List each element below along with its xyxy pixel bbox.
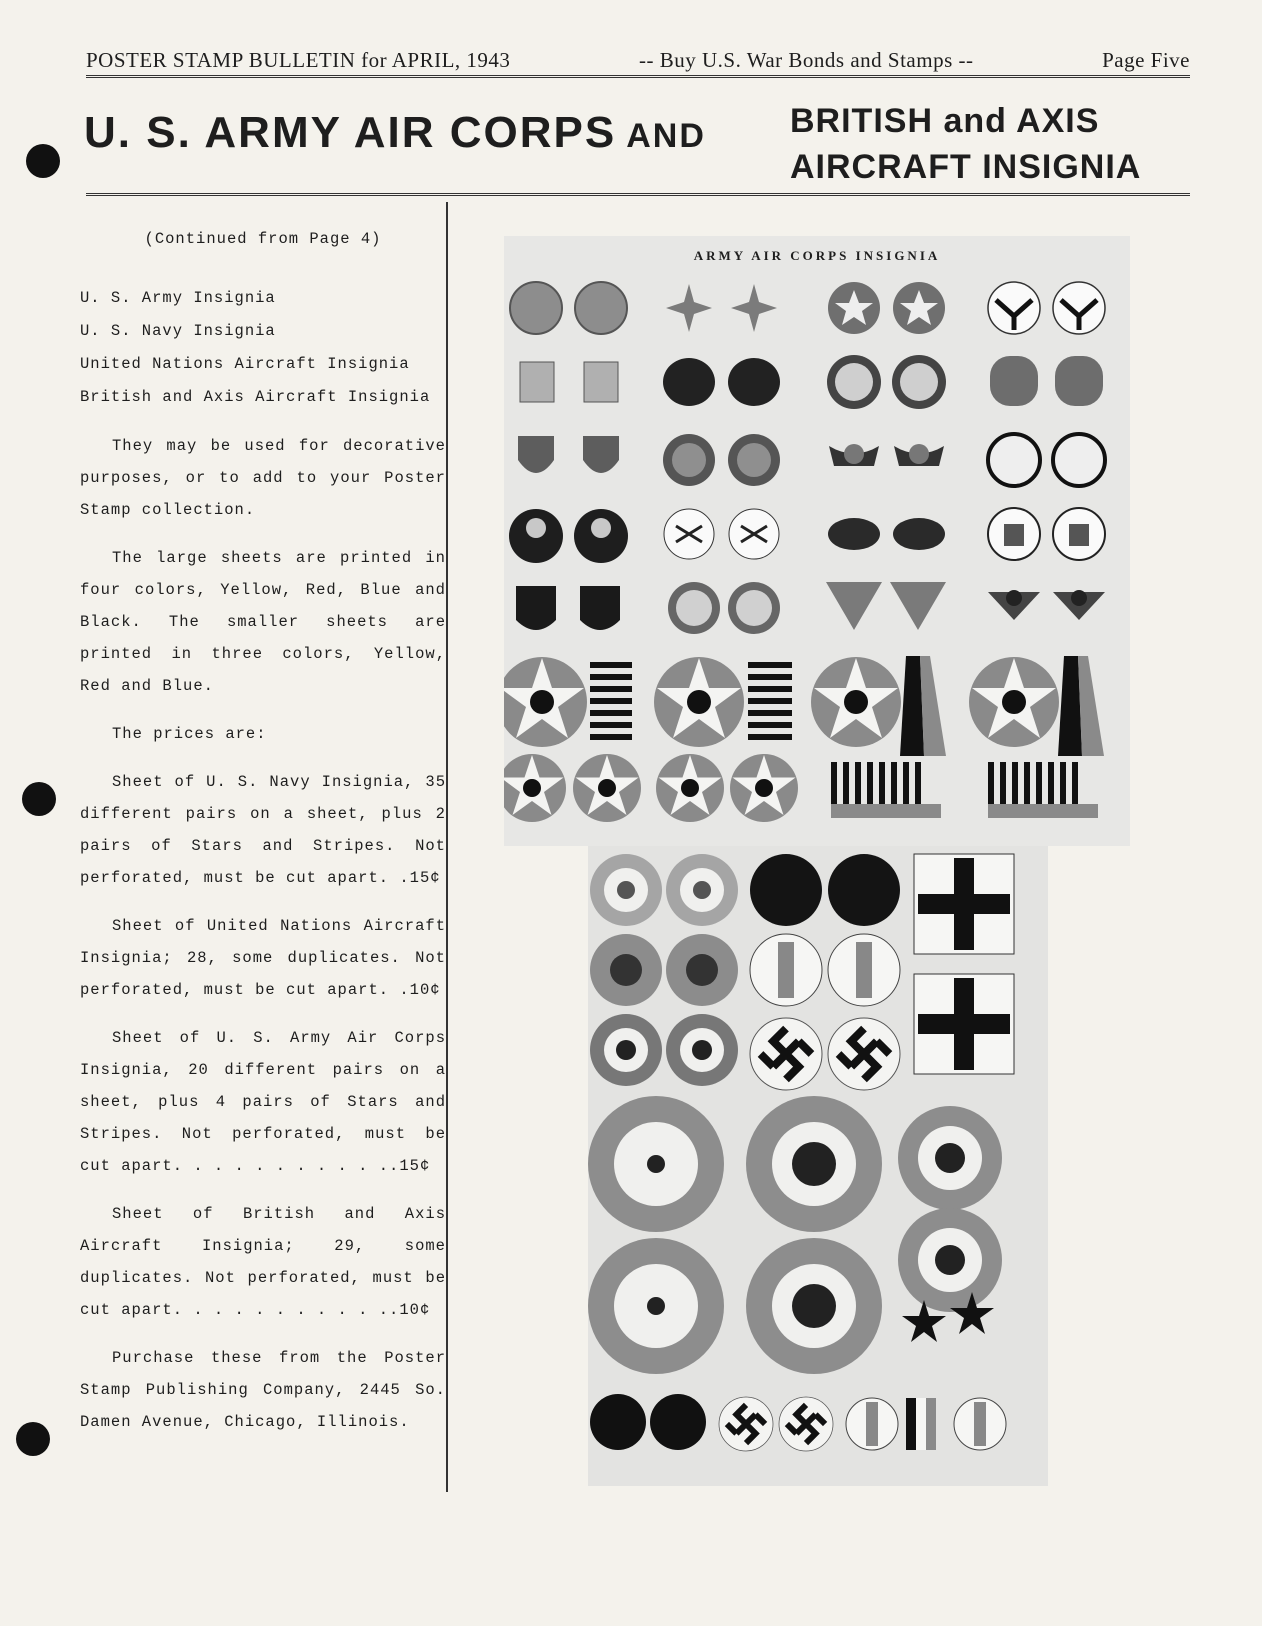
title-and: AND	[626, 117, 706, 155]
sheet-title: ARMY AIR CORPS INSIGNIA	[693, 248, 941, 263]
text-column	[80, 230, 446, 1438]
small-stars-row	[504, 754, 1098, 822]
paragraph-usage: They may be used for decorative purposes, or to add to your Poster Stamp collection.	[80, 437, 446, 519]
price-item-army-air-corps	[80, 1022, 446, 1182]
running-header	[86, 48, 1190, 78]
page-title-left	[84, 108, 706, 158]
price-item-united-nations	[80, 910, 446, 1006]
slogan: -- Buy U.S. War Bonds and Stamps --	[638, 48, 974, 72]
paragraph-prices-intro: The prices are:	[112, 725, 267, 743]
squadron-badge-row-3	[518, 434, 1105, 486]
small-roundels	[590, 854, 1014, 1090]
paragraph-purchase: Purchase these from the Poster Stamp Publishing Company, 2445 So. Damen Avenue, Chicago, Illinois.	[80, 1349, 446, 1431]
page-number: Page Five	[1102, 48, 1190, 72]
column-divider	[446, 202, 448, 1492]
title-aircraft-insignia: AIRCRAFT INSIGNIA	[790, 148, 1142, 186]
squadron-badge-row-1	[510, 282, 1105, 334]
binder-hole-top	[26, 144, 60, 178]
continued-note: (Continued from Page 4)	[144, 230, 382, 248]
item-description: Sheet of U. S. Navy Insignia, 35 different pairs on a sheet, plus 2 pairs of Stars and Stripes. Not perforated, must be cut apart.	[80, 773, 446, 887]
stars-and-stripes-row	[504, 656, 1104, 756]
title-army: U. S. ARMY AIR CORPS	[84, 108, 617, 157]
binder-hole-middle	[22, 782, 56, 816]
item-description: Sheet of United Nations Aircraft Insignia; 28, some duplicates. Not perforated, must be cut apart.	[80, 917, 446, 999]
item-price: .15¢	[389, 1157, 431, 1175]
large-roundels	[588, 1096, 1002, 1374]
squadron-badge-row-4	[509, 508, 1105, 563]
army-air-corps-sheet-image	[504, 236, 1130, 846]
insignia-list	[80, 282, 446, 414]
publication-title: POSTER STAMP BULLETIN for APRIL, 1943	[86, 48, 511, 72]
item-description: Sheet of British and Axis Aircraft Insignia; 29, some duplicates. Not perforated, must be cut apart. . . . . . . . . . .	[80, 1205, 446, 1319]
list-item: U. S. Navy Insignia	[80, 322, 276, 340]
title-british-axis: BRITISH and AXIS	[790, 102, 1100, 140]
paragraph-colors: The large sheets are printed in four colors, Yellow, Red, Blue and Black. The smaller sheets are printed in three colors, Yellow, Red and Blue.	[80, 549, 446, 695]
title-rule	[86, 193, 1190, 196]
squadron-insignia-grid	[504, 236, 1130, 846]
list-item: United Nations Aircraft Insignia	[80, 355, 410, 373]
page-title-right	[790, 98, 1141, 190]
squadron-badge-row-2	[520, 355, 1103, 409]
roundel-insignia-grid	[588, 846, 1048, 1486]
item-price: .10¢	[399, 981, 441, 999]
british-axis-sheet-image	[588, 846, 1048, 1486]
price-item-navy	[80, 766, 446, 894]
squadron-badge-row-5	[516, 582, 1105, 634]
item-description: Sheet of U. S. Army Air Corps Insignia, 20 different pairs on a sheet, plus 4 pairs of Stars and Stripes. Not perforated, must be cut apart. . . . . . . . . . .	[80, 1029, 446, 1175]
price-item-british-axis	[80, 1198, 446, 1326]
list-item: U. S. Army Insignia	[80, 289, 276, 307]
binder-hole-bottom	[16, 1422, 50, 1456]
bottom-insignia-row	[590, 1394, 1006, 1451]
list-item: British and Axis Aircraft Insignia	[80, 388, 431, 406]
item-price: .10¢	[389, 1301, 431, 1319]
item-price: .15¢	[399, 869, 441, 887]
